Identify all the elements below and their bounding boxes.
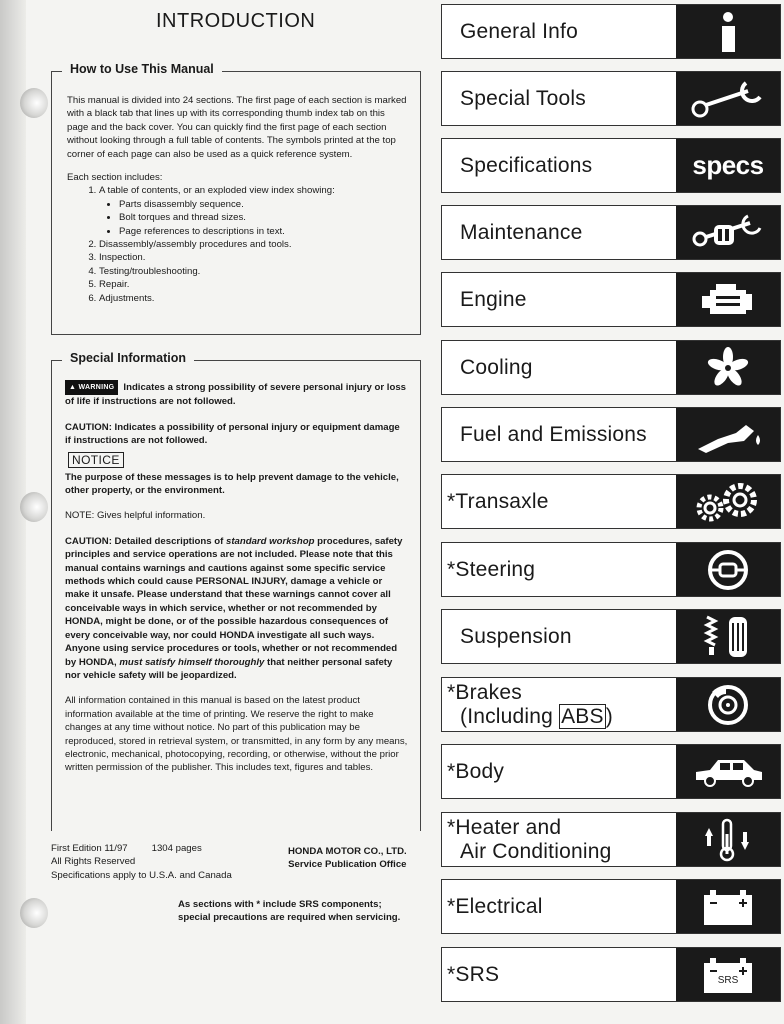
includes-label: Each section includes: <box>67 172 163 184</box>
tab-label: Cooling <box>460 355 533 379</box>
rights: All Rights Reserved <box>51 856 136 868</box>
tab-fuel-and-emissions[interactable] <box>441 407 781 462</box>
tab-general-info[interactable] <box>441 4 781 59</box>
punch-hole <box>20 492 48 522</box>
tab-steering[interactable] <box>441 542 781 597</box>
list-item: 4. Testing/troubleshooting. <box>99 265 407 278</box>
info-icon <box>676 5 780 58</box>
list-item: 2. Disassembly/assembly procedures and tools. <box>99 238 407 251</box>
tab-electrical[interactable] <box>441 879 781 934</box>
how-to-intro: This manual is divided into 24 sections. The first page of each section is marked with a black tab that lines up with its corresponding thumb index tab on this page and the back cover. You can quickly find the first page of each section without looking through a full table of contents. The symbols printed at the top corner of each page can also be used as a quick reference system. <box>67 95 407 160</box>
tab-special-tools[interactable] <box>441 71 781 126</box>
tab-maintenance[interactable] <box>441 205 781 260</box>
office-name: Service Publication Office <box>288 859 407 871</box>
tab-label: General Info <box>460 19 578 43</box>
list-item: 3. Inspection. <box>99 251 407 264</box>
gears-icon <box>676 475 780 528</box>
list-item: 5. Repair. <box>99 278 407 291</box>
car-icon <box>676 745 780 798</box>
copyright-paragraph: All information contained in this manual is based on the latest product information available at the time of printing. We reserve the right to make changes at any time without notice. No part of this publication may be reproduced, stored in retrieval system, or transmitted, in any form by any means, electronic, mechanical, photocopying, recording, or otherwise, without the prior written permission of the publisher. This includes text, figures and tables. <box>65 695 408 774</box>
publisher-info <box>288 845 407 872</box>
tab-cooling[interactable] <box>441 340 781 395</box>
company-name: HONDA MOTOR CO., LTD. <box>288 846 407 857</box>
special-information-box <box>51 351 421 831</box>
tab-label: Fuel and Emissions <box>460 422 647 446</box>
tab-engine[interactable] <box>441 272 781 327</box>
tab-brakes[interactable] <box>441 677 781 732</box>
caution-detail-paragraph: CAUTION: Detailed descriptions of standard workshop procedures, safety principles and service operations are not included. Please note that this manual contains warnings and cautions against some specific service methods which could cause PERSONAL INJURY, damage a vehicle or make it unsafe. Please understand that these warnings cannot cover all conceivable ways in which service, whether or not recommended by HONDA, might be done, or of the possible hazardous consequences of every conceivable way, nor could HONDA investigate all such ways. Anyone using service procedures or tools, whether or not recommended by HONDA, must satisfy himself thoroughly that neither personal safety nor vehicle safety will be jeopardized. <box>65 535 403 681</box>
tab-label: *Heater and Air Conditioning <box>447 815 612 863</box>
steering-wheel-icon <box>676 543 780 596</box>
tab-transaxle[interactable] <box>441 474 781 529</box>
tab-label: Engine <box>460 287 527 311</box>
how-to-use-heading: How to Use This Manual <box>62 62 222 76</box>
tab-suspension[interactable] <box>441 609 781 664</box>
srs-icon-text: SRS <box>717 975 739 986</box>
fan-icon <box>676 341 780 394</box>
engine-icon <box>676 273 780 326</box>
list-item: 6. Adjustments. <box>99 292 407 305</box>
list-item: • Bolt torques and thread sizes. <box>119 211 407 224</box>
page-title: INTRODUCTION <box>156 10 316 32</box>
srs-note: As sections with * include SRS components; special precautions are required when servicing. <box>178 899 401 924</box>
warning-paragraph: ▲ WARNING Indicates a strong possibility of severe personal injury or loss of life if instructions are not followed. <box>65 382 406 408</box>
tab-specifications[interactable] <box>441 138 781 193</box>
edition: First Edition 11/97 <box>51 843 128 854</box>
srs-battery-icon <box>676 948 780 1001</box>
punch-hole <box>20 88 48 118</box>
list-item: • Parts disassembly sequence. <box>119 198 407 211</box>
notice-tag: NOTICE <box>68 452 124 468</box>
special-information-heading: Special Information <box>62 351 194 365</box>
notice-paragraph: The purpose of these messages is to help prevent damage to the vehicle, other property, or the environment. <box>65 471 399 497</box>
page-count: 1304 pages <box>151 843 202 854</box>
punch-hole <box>20 898 48 928</box>
shock-tire-icon <box>676 610 780 663</box>
section-includes-list <box>67 184 407 305</box>
tab-label: *SRS <box>447 962 500 986</box>
tab-heater-and-ac[interactable] <box>441 812 781 867</box>
abs-box: ABS <box>561 704 604 728</box>
hand-wrench-icon <box>676 206 780 259</box>
battery-icon <box>676 880 780 933</box>
specs-icon: specs <box>676 139 780 192</box>
tab-label: *Brakes (Including ABS) <box>447 680 613 728</box>
list-item: A table of contents, or an exploded view index showing: <box>99 185 335 197</box>
caution-paragraph: CAUTION: Indicates a possibility of personal injury or equipment damage if instructions are not followed. <box>65 421 400 447</box>
tab-body[interactable] <box>441 744 781 799</box>
warning-tag: ▲ WARNING <box>65 380 118 395</box>
tab-label: Maintenance <box>460 220 583 244</box>
tab-srs[interactable] <box>441 947 781 1002</box>
tab-label: Special Tools <box>460 86 586 110</box>
tab-label: *Body <box>447 759 505 783</box>
brake-disc-icon <box>676 678 780 731</box>
tab-label: *Transaxle <box>447 489 549 513</box>
tab-label: *Electrical <box>447 894 543 918</box>
wrench-icon <box>676 72 780 125</box>
thermometer-icon <box>676 813 780 866</box>
list-item: • Page references to descriptions in text. <box>119 225 407 238</box>
applies-note: Specifications apply to U.S.A. and Canada <box>51 869 232 881</box>
note-paragraph: NOTE: Gives helpful information. <box>65 510 206 522</box>
tab-label: *Steering <box>447 557 536 581</box>
fuel-nozzle-icon <box>676 408 780 461</box>
edition-info <box>51 842 232 882</box>
tab-label: Specifications <box>460 153 593 177</box>
how-to-use-box <box>51 62 421 335</box>
tab-label: Suspension <box>460 624 572 648</box>
